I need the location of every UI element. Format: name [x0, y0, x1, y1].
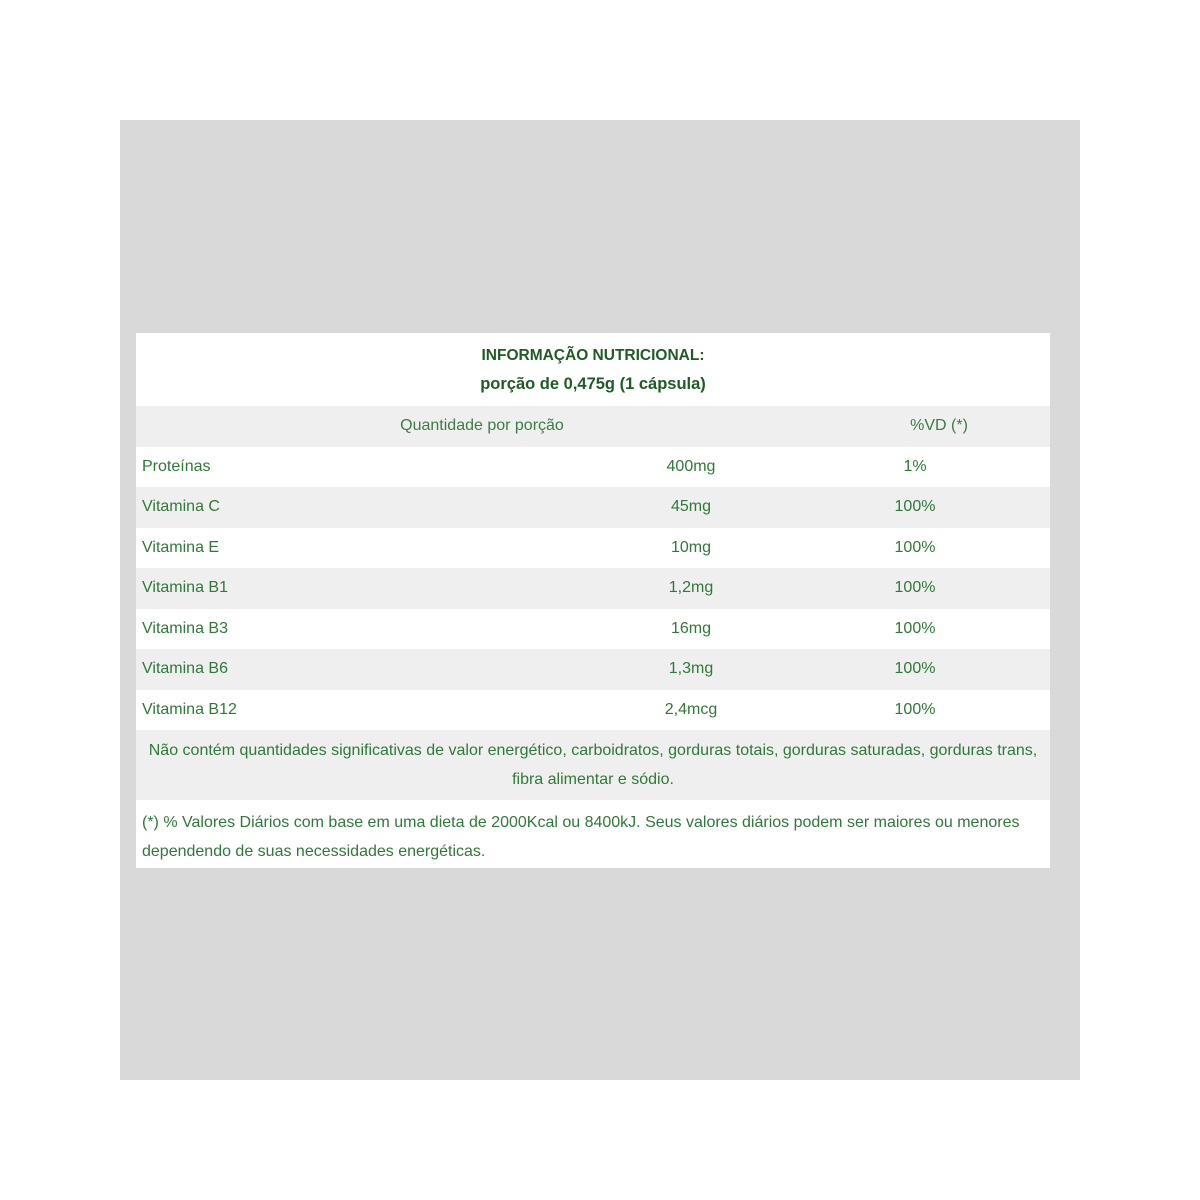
nutrition-facts-table	[136, 333, 1050, 868]
nutrient-daily-value: 100%	[894, 538, 936, 556]
nutrient-quantity: 1,3mg	[668, 660, 714, 678]
table-row	[136, 487, 1050, 528]
nutrient-name: Vitamina B1	[142, 579, 228, 597]
nutrient-quantity: 16mg	[670, 619, 712, 637]
nutrient-daily-value: 100%	[894, 700, 936, 718]
table-row	[136, 528, 1050, 569]
nutrient-daily-value: 100%	[894, 579, 936, 597]
table-title-block	[136, 333, 1050, 406]
table-row	[136, 690, 1050, 731]
table-row	[136, 649, 1050, 690]
insignificant-amounts-note: Não contém quantidades significativas de valor energético, carboidratos, gorduras totais, gorduras saturadas, gorduras trans, fibra alimentar e sódio.	[136, 730, 1050, 800]
nutrient-name: Vitamina B3	[142, 619, 228, 637]
nutrient-daily-value: 100%	[894, 660, 936, 678]
nutrient-daily-value: 100%	[894, 619, 936, 637]
quantity-header: Quantidade por porção	[400, 417, 564, 435]
nutrient-name: Vitamina B12	[142, 700, 237, 718]
table-row	[136, 609, 1050, 650]
nutrient-daily-value: 100%	[894, 498, 936, 516]
nutrient-name: Vitamina E	[142, 538, 220, 556]
table-row	[136, 447, 1050, 488]
nutrient-quantity: 400mg	[666, 457, 716, 475]
nutrient-quantity: 10mg	[670, 538, 712, 556]
daily-values-footnote: (*) % Valores Diários com base em uma dieta de 2000Kcal ou 8400kJ. Seus valores diários podem ser maiores ou menores dependendo de suas necessidades energéticas.	[136, 800, 1050, 868]
nutrient-quantity: 1,2mg	[668, 579, 714, 597]
nutrient-name: Proteínas	[142, 457, 211, 475]
table-row	[136, 568, 1050, 609]
nutrient-quantity: 45mg	[670, 498, 712, 516]
table-title: INFORMAÇÃO NUTRICIONAL:	[481, 347, 705, 364]
nutrient-daily-value: 1%	[903, 457, 927, 475]
serving-size: porção de 0,475g (1 cápsula)	[480, 375, 706, 393]
table-header-row	[136, 406, 1050, 447]
nutrient-name: Vitamina C	[142, 498, 220, 516]
daily-value-header: %VD (*)	[910, 417, 968, 435]
nutrient-name: Vitamina B6	[142, 660, 228, 678]
nutrient-quantity: 2,4mcg	[664, 700, 718, 718]
